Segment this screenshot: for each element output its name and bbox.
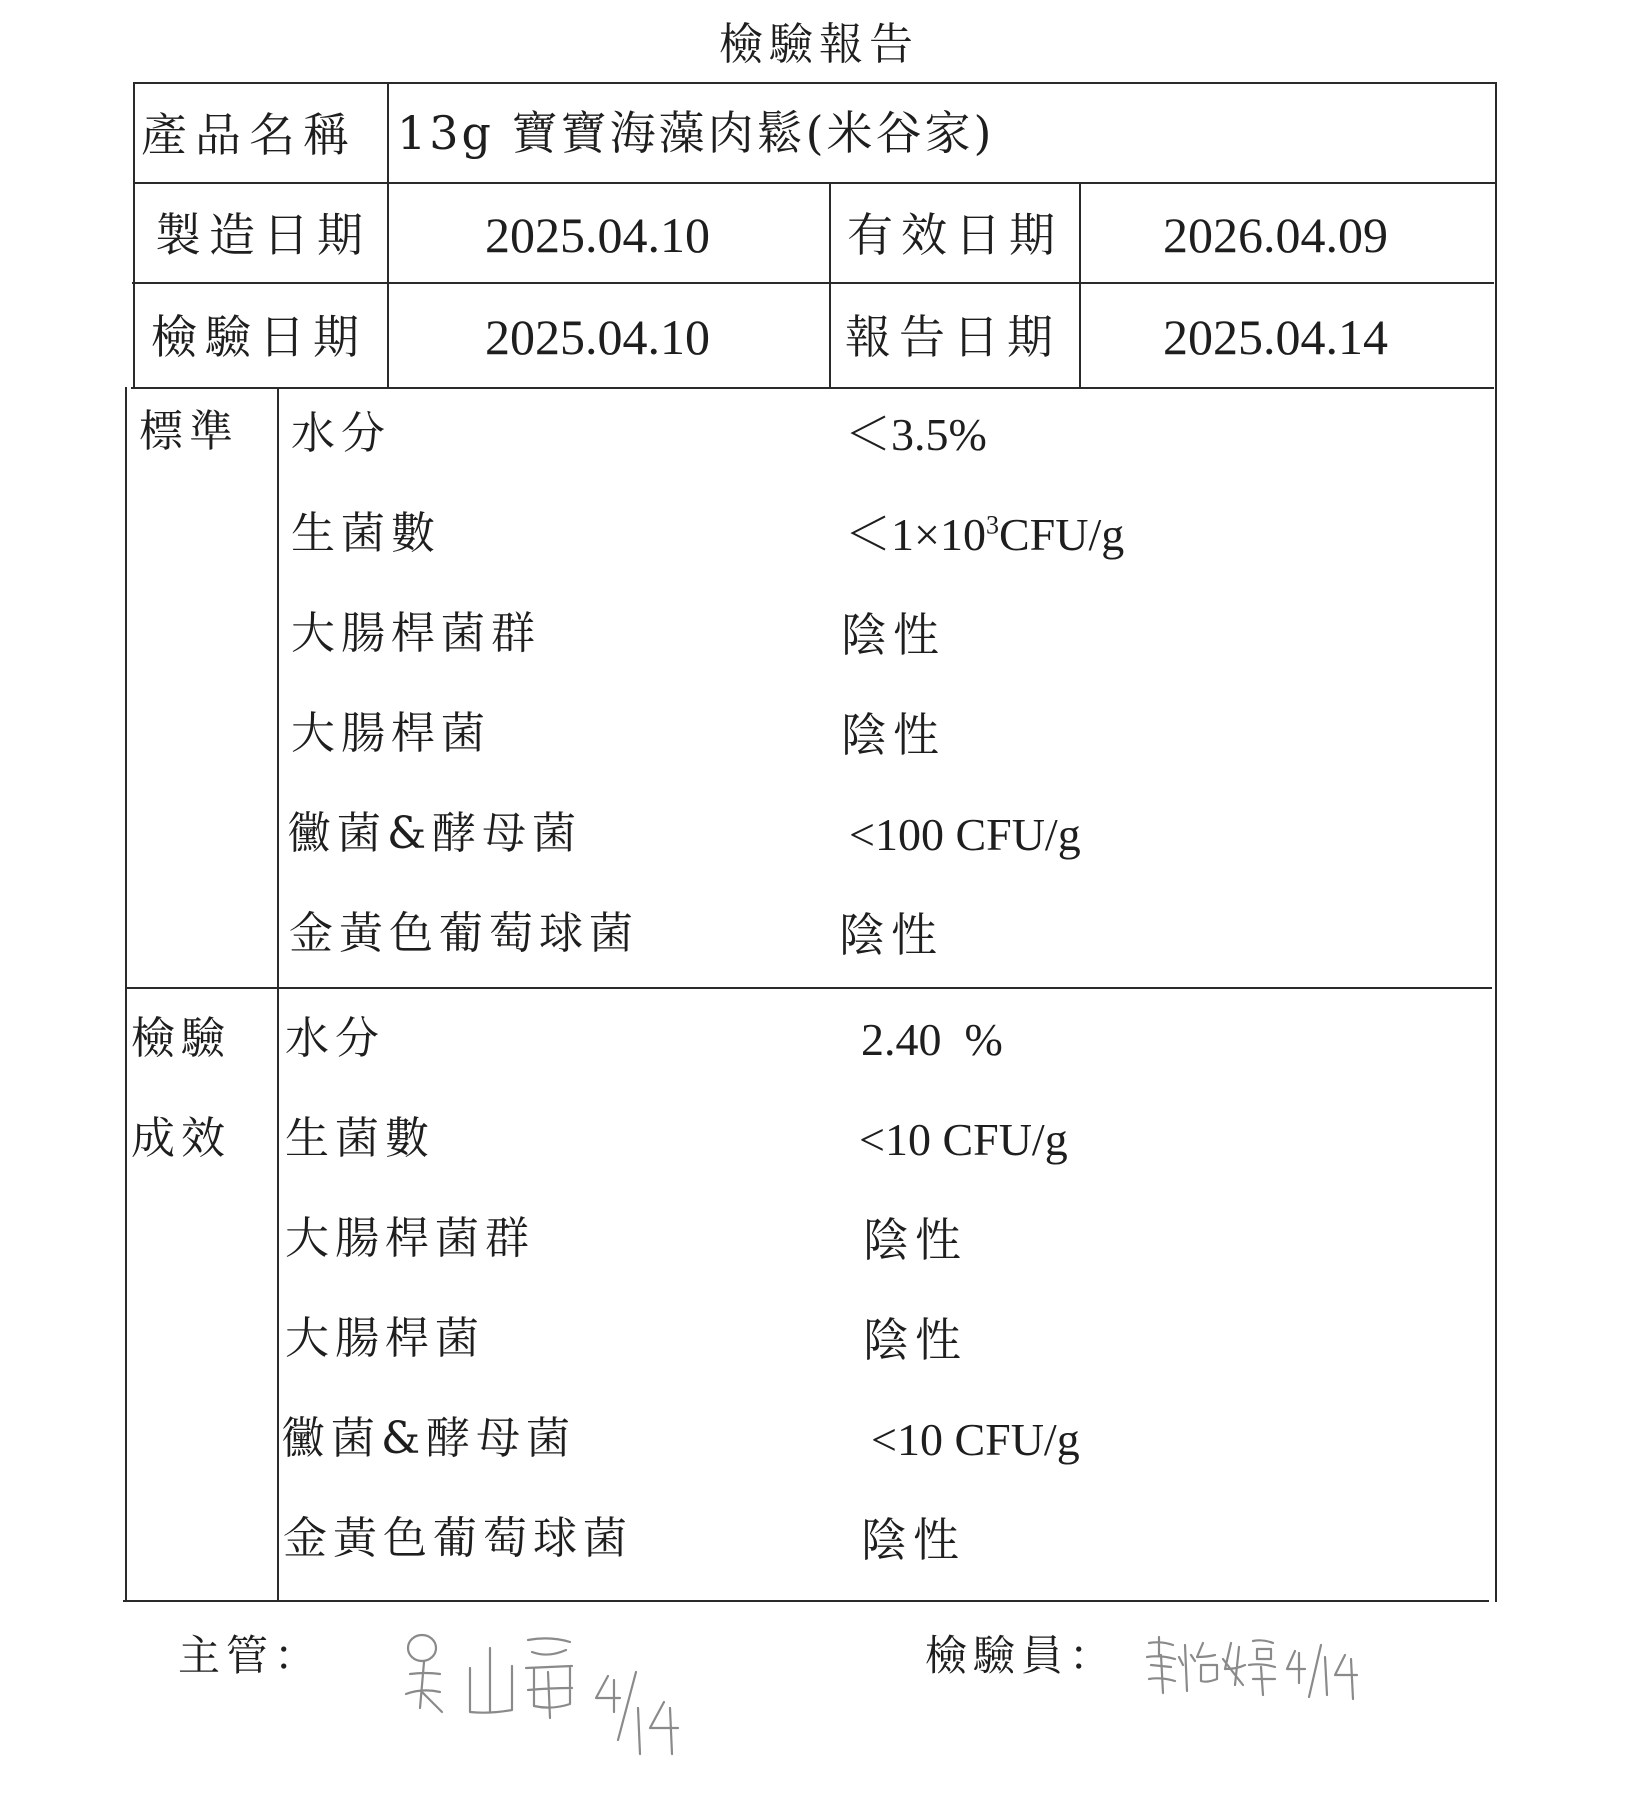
result-item: 黴菌&酵母菌 bbox=[281, 1413, 577, 1464]
standard-item: 金黃色葡萄球菌 bbox=[289, 908, 639, 959]
standard-value: ＜3.5% bbox=[845, 409, 987, 460]
results-section-label-line1: 檢驗 bbox=[131, 1013, 231, 1064]
standard-item: 黴菌&酵母菌 bbox=[287, 808, 583, 859]
result-item: 大腸桿菌 bbox=[285, 1313, 485, 1364]
table-border-right bbox=[1495, 82, 1497, 1602]
inspector-label: 檢驗員： bbox=[925, 1631, 1118, 1680]
result-value: <10 CFU/g bbox=[871, 1414, 1080, 1465]
expiry-date-label: 有效日期 bbox=[847, 208, 1063, 262]
table-divider-dates2 bbox=[131, 387, 1494, 389]
table-border-bottom bbox=[123, 1600, 1489, 1602]
manufacture-date-label: 製造日期 bbox=[155, 208, 371, 262]
table-divider-dates1 bbox=[132, 282, 1494, 284]
standard-value: <100 CFU/g bbox=[849, 809, 1081, 860]
report-table bbox=[125, 82, 1497, 1604]
manufacture-date-value: 2025.04.10 bbox=[485, 207, 710, 263]
supervisor-signature-handwriting bbox=[400, 1628, 700, 1758]
result-value: 2.40 % bbox=[861, 1014, 1003, 1065]
standard-value: 陰性 bbox=[839, 908, 943, 962]
standard-item: 大腸桿菌群 bbox=[291, 608, 541, 659]
table-divider-standard bbox=[125, 987, 1492, 989]
report-date-value: 2025.04.14 bbox=[1163, 309, 1388, 365]
standard-item: 大腸桿菌 bbox=[291, 708, 491, 759]
result-value: 陰性 bbox=[863, 1213, 967, 1267]
standard-section-label: 標準 bbox=[139, 406, 239, 457]
inspection-date-label: 檢驗日期 bbox=[151, 310, 367, 364]
result-item: 金黃色葡萄球菌 bbox=[283, 1513, 633, 1564]
standard-value: 陰性 bbox=[841, 708, 945, 762]
table-border-top bbox=[135, 82, 1497, 84]
document-title: 檢驗報告 bbox=[719, 19, 919, 70]
standard-value-exponent: 3 bbox=[985, 510, 999, 540]
standard-value-cfu bbox=[845, 509, 1125, 560]
inspector-signature-handwriting bbox=[1145, 1635, 1385, 1715]
standard-item: 水分 bbox=[291, 408, 391, 459]
results-section-label-line2: 成效 bbox=[131, 1113, 231, 1164]
result-item: 水分 bbox=[285, 1013, 385, 1064]
standard-item: 生菌數 bbox=[291, 508, 441, 559]
result-item: 大腸桿菌群 bbox=[285, 1213, 535, 1264]
table-border-left bbox=[133, 82, 135, 387]
supervisor-label: 主管： bbox=[178, 1631, 323, 1680]
divider-mid-col bbox=[829, 182, 831, 387]
product-name-label: 產品名稱 bbox=[141, 108, 357, 162]
result-value: 陰性 bbox=[863, 1313, 967, 1367]
divider-section-col bbox=[277, 387, 279, 1602]
result-item: 生菌數 bbox=[285, 1113, 435, 1164]
standard-value: 陰性 bbox=[841, 608, 945, 662]
report-date-label: 報告日期 bbox=[845, 310, 1061, 364]
standard-value-unit: CFU/g bbox=[998, 509, 1125, 560]
divider-label2-col bbox=[1079, 182, 1081, 387]
inspection-date-value: 2025.04.10 bbox=[485, 309, 710, 365]
result-value: <10 CFU/g bbox=[859, 1114, 1068, 1165]
result-value: 陰性 bbox=[861, 1513, 965, 1567]
divider-label-col bbox=[387, 82, 389, 387]
standard-value-prefix: ＜1×10 bbox=[845, 509, 986, 560]
expiry-date-value: 2026.04.09 bbox=[1163, 207, 1388, 263]
table-divider-product bbox=[133, 182, 1495, 184]
product-name-value: 13g 寶寶海藻肉鬆(米谷家) bbox=[397, 106, 995, 160]
table-border-left-lower bbox=[125, 387, 127, 1602]
